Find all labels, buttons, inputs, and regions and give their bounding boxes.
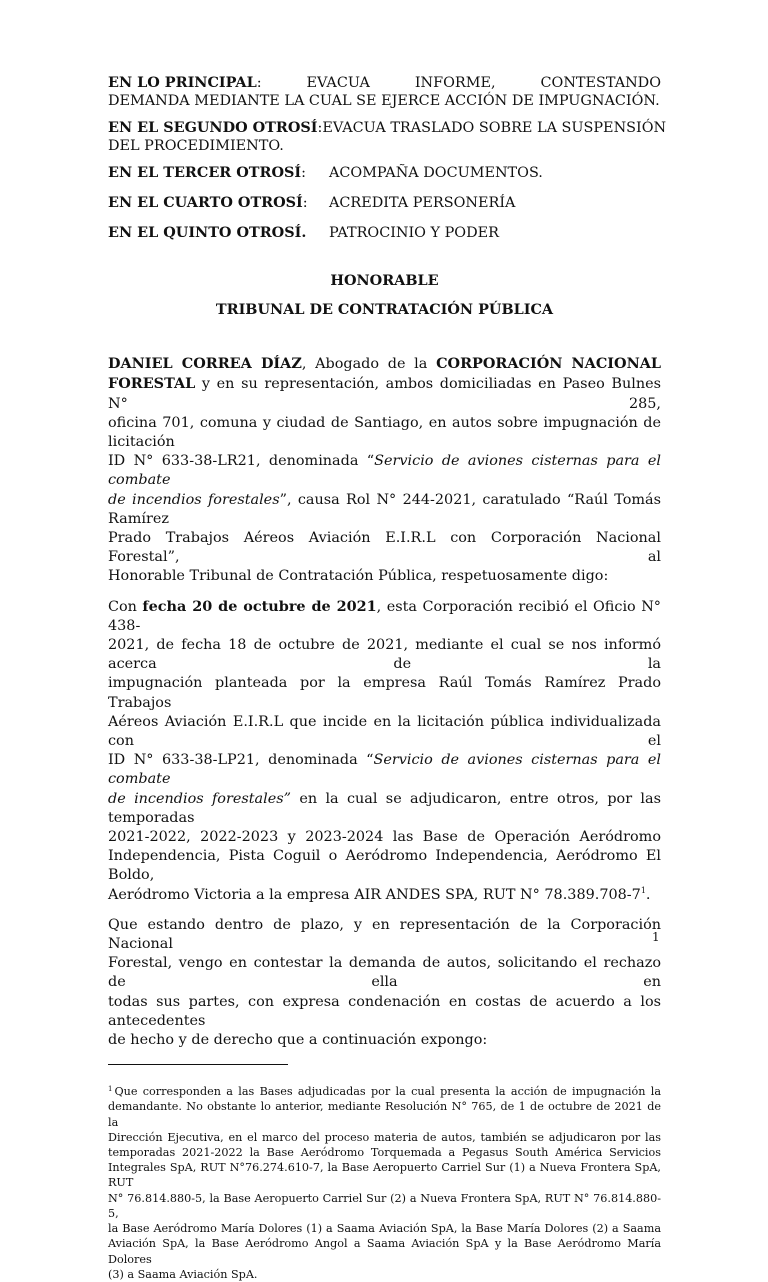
paragraph-3 [108, 916, 661, 1050]
sumilla-principal-word-1: EVACUA [306, 75, 370, 91]
footnote-line-2: demandante. No obstante lo anterior, mediante Resolución N° 765, de 1 de octubre de 2021 de la [108, 1100, 661, 1129]
sumilla-principal-continuation: DEMANDA MEDIANTE LA CUAL SE EJERCE ACCIÓN DE IMPUGNACIÓN. [108, 92, 660, 109]
footnote-line-4: temporadas 2021-2022 la Base Aeródromo Torquemada a Pegasus South América Servicios [108, 1146, 661, 1160]
sumilla-principal [108, 74, 661, 110]
paragraph-2-line-4: Aéreos Aviación E.I.R.L que incide en la licitación pública individualizada con el [108, 713, 661, 750]
paragraph-1 [108, 354, 661, 586]
organization-name-part-1: CORPORACIÓN NACIONAL [436, 355, 662, 373]
tender-title-part-2: de incendios forestales” [108, 790, 291, 807]
sumilla-segundo-text: EVACUA TRASLADO SOBRE LA SUSPENSIÓN [322, 120, 667, 137]
paragraph-1-text-4: ”, causa Rol N° 244-2021, caratulado “Raúl Tomás Ramírez [108, 491, 661, 527]
paragraph-1-line-6: Prado Trabajos Aéreos Aviación E.I.R.L con Corporación Nacional Forestal”, al [108, 529, 661, 566]
paragraph-2-text-9: Aeródromo Victoria a la empresa AIR ANDES SPA, RUT N° 78.389.708-7 [108, 886, 641, 903]
paragraph-2-line-8: Independencia, Pista Coguil o Aeródromo Independencia, Aeródromo El Boldo, [108, 848, 661, 884]
tender-title-part-1: Servicio de aviones cisternas para el combate [108, 453, 661, 489]
sumilla-segundo-continuation: DEL PROCEDIMIENTO. [108, 137, 284, 154]
sumilla-principal-label-wrap [108, 74, 262, 93]
paragraph-3-line-2: Forestal, vengo en contestar la demanda de autos, solicitando el rechazo de ella en [108, 955, 661, 991]
footnote-line-3: Dirección Ejecutiva, en el marco del proceso materia de autos, también se adjudicaron por las [108, 1130, 661, 1144]
sumilla-principal-colon: : [256, 75, 262, 91]
footnote-line-7: la Base Aeródromo María Dolores (1) a Saama Aviación SpA, la Base María Dolores (2) a Saama [108, 1222, 661, 1236]
sumilla-quinto-colon: . [301, 223, 307, 241]
sumilla-quinto-text: PATROCINIO Y PODER [329, 224, 499, 241]
sumilla-cuarto-label-wrap [108, 194, 329, 213]
footnote-line-8: Aviación SpA, la Base Aeródromo Angol a Saama Aviación SpA y la Base Aeródromo María Dolores [108, 1237, 661, 1266]
paragraph-1-line-2 [108, 374, 661, 413]
page-number: 1 [652, 930, 660, 944]
sumilla-segundo-label: EN EL SEGUNDO OTROSÍ [108, 119, 318, 137]
sumilla-segundo [108, 119, 667, 155]
sumilla-segundo-head [108, 119, 667, 138]
sumilla-tercero-colon: : [301, 165, 306, 182]
tender-title-part-1: Servicio de aviones cisternas para el combate [108, 752, 661, 788]
paragraph-2-line-6 [108, 790, 661, 828]
sumilla-cuarto [108, 194, 661, 213]
sumilla-cuarto-label: EN EL CUARTO OTROSÍ [108, 193, 303, 211]
sumilla-cuarto-colon: : [302, 194, 308, 211]
sumilla-tercero-text: ACOMPAÑA DOCUMENTOS. [329, 165, 543, 182]
reception-date: fecha 20 de octubre de 2021 [142, 597, 377, 615]
paragraph-1-line-7: Honorable Tribunal de Contratación Pública, respetuosamente digo: [108, 568, 609, 585]
footnote-marker: 1 [108, 1084, 113, 1093]
sumilla-cuarto-text: ACREDITA PERSONERÍA [329, 194, 516, 211]
footnote-line-1 [108, 1084, 661, 1099]
footnote [108, 1084, 661, 1282]
footnote-text-1: Que corresponden a las Bases adjudicadas por la cual presenta la acción de impugnación la [114, 1085, 661, 1099]
sumilla-quinto-label-wrap [108, 224, 329, 242]
document-page [108, 74, 667, 1282]
tender-title-part-2: de incendios forestales [108, 491, 280, 508]
sumilla-principal-word-3: CONTESTANDO [540, 75, 662, 91]
paragraph-2-text-0: Con [108, 598, 143, 615]
paragraph-1-line-1 [108, 354, 661, 374]
sumilla-tercero-label-wrap [108, 164, 329, 183]
lawyer-name: DANIEL CORREA DÍAZ [108, 355, 302, 373]
paragraph-1-text-1: , Abogado de la [301, 356, 437, 373]
paragraph-1-text-3: ID N° 633-38-LR21, denominada “ [108, 453, 375, 470]
footnote-line-5: Integrales SpA, RUT N°76.274.610-7, la Base Aeropuerto Carriel Sur (1) a Nueva Frontera SpA, RUT [108, 1161, 661, 1190]
paragraph-1-line-3: oficina 701, comuna y ciudad de Santiago, en autos sobre impugnación de licitación [108, 414, 661, 450]
paragraph-2 [108, 597, 661, 905]
paragraph-2-line-3: impugnación planteada por la empresa Raúl Tomás Ramírez Prado Trabajos [108, 675, 661, 711]
paragraph-2-text-1: , esta Corporación recibió el Oficio N° 438- [108, 598, 661, 634]
paragraph-3-line-4: de hecho y de derecho que a continuación expongo: [108, 1032, 488, 1049]
sumilla-quinto-label: EN EL QUINTO OTROSÍ [108, 223, 302, 241]
footnote-separator [108, 1064, 288, 1065]
paragraph-2-end: . [645, 886, 651, 903]
paragraph-3-line-1: Que estando dentro de plazo, y en representación de la Corporación Nacional [108, 916, 661, 953]
paragraph-2-line-1 [108, 597, 661, 636]
title-tribunal: TRIBUNAL DE CONTRATACIÓN PÚBLICA [215, 301, 554, 319]
paragraph-2-line-5 [108, 751, 661, 789]
sumilla-segundo-colon: : [317, 120, 323, 137]
paragraph-2-line-9 [108, 886, 661, 905]
paragraph-3-line-3: todas sus partes, con expresa condenación en costas de acuerdo a los antecedentes [108, 993, 661, 1029]
footnote-line-6: N° 76.814.880-5, la Base Aeropuerto Carriel Sur (2) a Nueva Frontera SpA, RUT N° 76.814.880-5, [108, 1191, 661, 1220]
paragraph-2-line-2: 2021, de fecha 18 de octubre de 2021, mediante el cual se nos informó acerca de la [108, 637, 661, 673]
sumilla-block [108, 74, 667, 242]
footnote-reference[interactable]: 1 [640, 885, 646, 895]
sumilla-tercero [108, 164, 661, 183]
paragraph-2-line-7: 2021-2022, 2022-2023 y 2023-2024 las Base de Operación Aeródromo [108, 829, 661, 846]
paragraph-2-text-3: en la cual se adjudicaron, entre otros, por las temporadas [108, 790, 661, 826]
sumilla-principal-label: EN LO PRINCIPAL [108, 74, 257, 91]
sumilla-tercero-label: EN EL TERCER OTROSÍ [108, 164, 302, 182]
title-honorable: HONORABLE [330, 272, 439, 290]
paragraph-1-line-4 [108, 452, 661, 490]
organization-name-part-2: FORESTAL [108, 375, 196, 393]
paragraph-1-line-5 [108, 491, 661, 529]
sumilla-segundo-label-wrap [108, 119, 322, 138]
sumilla-principal-head [108, 74, 661, 93]
paragraph-1-text-2: y en su representación, ambos domiciliadas en Paseo Bulnes N° 285, [108, 376, 661, 412]
paragraph-2-text-2: ID N° 633-38-LP21, denominada “ [108, 752, 374, 769]
sumilla-principal-word-2: INFORME, [414, 75, 496, 91]
footnote-line-9: (3) a Saama Aviación SpA. [108, 1267, 258, 1281]
sumilla-quinto [108, 224, 661, 243]
